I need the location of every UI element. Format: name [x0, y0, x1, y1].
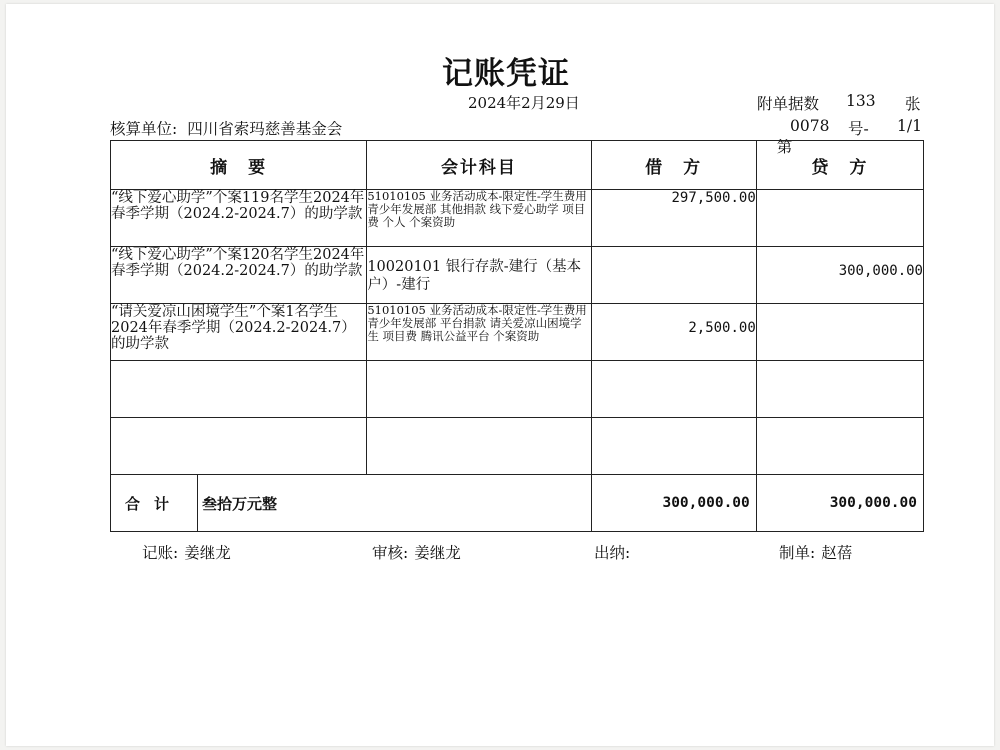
attachment-number: 133: [846, 92, 876, 110]
table-row: [111, 247, 924, 304]
table-row-empty: [111, 361, 924, 418]
total-debit: 300,000.00: [591, 475, 756, 532]
total-label: 合计: [111, 475, 198, 531]
accounting-unit-value: 四川省索玛慈善基金会: [187, 120, 343, 138]
empty-cell: [111, 418, 367, 475]
voucher-suffix: 号-: [848, 120, 869, 138]
voucher-prefix: 第: [776, 138, 793, 156]
signature-bookkeeper: [142, 541, 231, 563]
voucher-sheet: [6, 4, 994, 746]
table-header-row: [111, 141, 924, 190]
attachment-unit: 张: [905, 95, 921, 113]
total-row: [111, 475, 924, 532]
empty-cell: [591, 361, 756, 418]
voucher-page: 1/1: [897, 117, 922, 135]
total-amount-words: 叁拾万元整: [202, 494, 278, 513]
row-account: 51010105 业务活动成本-限定性-学生费用 青少年发展部 其他捐款 线下爱心助学 项目费 个人 个案资助: [367, 190, 591, 247]
row-debit: [591, 247, 756, 304]
row-summary: “线下爱心助学”个案120名学生2024年春季学期（2024.2-2024.7）的助学款: [111, 247, 367, 304]
table-row: [111, 190, 924, 247]
accounting-unit: [110, 117, 342, 139]
row-account: 10020101 银行存款-建行（基本户）-建行: [367, 247, 591, 304]
total-label-cell: [111, 475, 592, 532]
signature-cashier: [594, 541, 636, 563]
table-row: [111, 304, 924, 361]
accounting-unit-label: 核算单位:: [110, 120, 178, 138]
header-account: 会计科目: [367, 141, 591, 190]
signature-reviewer: [372, 541, 461, 563]
header-summary: 摘 要: [111, 141, 367, 190]
row-debit: 297,500.00: [591, 190, 756, 247]
preparer-label: 制单:: [779, 544, 816, 562]
reviewer-name: 姜继龙: [414, 544, 461, 562]
empty-cell: [591, 418, 756, 475]
empty-cell: [111, 361, 367, 418]
row-debit: 2,500.00: [591, 304, 756, 361]
empty-cell: [756, 361, 923, 418]
total-split: [111, 475, 591, 531]
empty-cell: [367, 418, 591, 475]
row-summary: “线下爱心助学”个案119名学生2024年春季学期（2024.2-2024.7）的助学款: [111, 190, 367, 247]
ledger-table: [110, 140, 924, 532]
row-credit: 300,000.00: [756, 247, 923, 304]
row-summary: “请关爱凉山困境学生”个案1名学生2024年春季学期（2024.2-2024.7）的助学款: [111, 304, 367, 361]
total-credit: 300,000.00: [756, 475, 923, 532]
header-debit: 借 方: [591, 141, 756, 190]
voucher-no: 0078: [790, 117, 830, 135]
header-credit: 贷 方: [756, 141, 923, 190]
page-title: 记账凭证: [442, 56, 570, 92]
reviewer-label: 审核:: [372, 544, 409, 562]
table-row-empty: [111, 418, 924, 475]
row-account: 51010105 业务活动成本-限定性-学生费用 青少年发展部 平台捐款 请关爱凉山困境学生 项目费 腾讯公益平台 个案资助: [367, 304, 591, 361]
empty-cell: [367, 361, 591, 418]
bookkeeper-name: 姜继龙: [184, 544, 231, 562]
voucher-date: 2024年2月29日: [468, 94, 580, 112]
signature-preparer: [779, 541, 852, 563]
attachment-count: [757, 92, 921, 114]
bookkeeper-label: 记账:: [142, 544, 179, 562]
preparer-name: 赵蓓: [821, 544, 853, 562]
attachment-label: 附单据数: [757, 95, 820, 113]
row-credit: [756, 304, 923, 361]
row-credit: [756, 190, 923, 247]
empty-cell: [756, 418, 923, 475]
cashier-label: 出纳:: [594, 544, 631, 562]
